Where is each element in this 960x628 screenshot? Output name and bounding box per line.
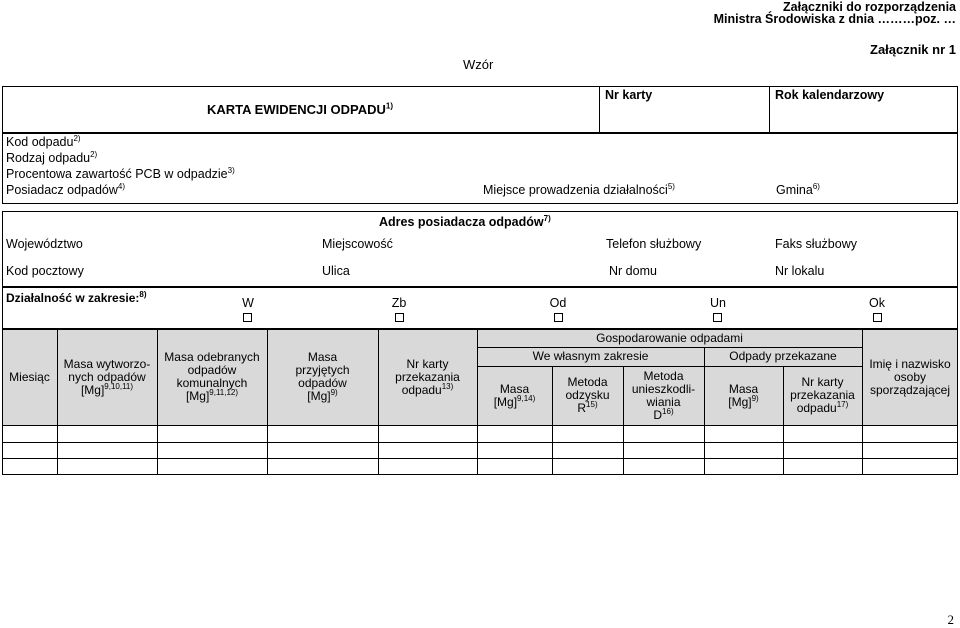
activity-un-checkbox[interactable] bbox=[713, 313, 722, 322]
house-number-label: Nr domu bbox=[609, 264, 657, 278]
activity-option-zb-label: Zb bbox=[391, 296, 407, 310]
attachment-note-line1: Załączniki do rozporządzenia bbox=[783, 0, 956, 14]
municipality-label: Gmina$^{6)}$ bbox=[776, 181, 820, 197]
col-transfer-card-number: Nr karty przekazania odpadu$^{13)}$ bbox=[395, 356, 460, 397]
voivodeship-label: Województwo bbox=[6, 237, 83, 251]
activity-ok-checkbox[interactable] bbox=[873, 313, 882, 322]
template-label: Wzór bbox=[463, 57, 494, 72]
waste-holder-label: Posiadacz odpadów$^{4)}$ bbox=[6, 181, 126, 197]
col-own-mass: Masa $[Mg]^{9,14)}$ bbox=[493, 381, 536, 409]
table-row[interactable] bbox=[3, 426, 957, 441]
activity-od-checkbox[interactable] bbox=[554, 313, 563, 322]
col-mass-received: Masa przyjętych odpadów $[Mg]^{9)}$ bbox=[295, 350, 350, 403]
col-transferred-mass: Masa $[Mg]^{9)}$ bbox=[728, 381, 759, 409]
page-number: 2 bbox=[947, 612, 954, 627]
table-row[interactable] bbox=[3, 459, 957, 474]
card-number-label: Nr karty bbox=[605, 88, 653, 102]
activity-option-od-label: Od bbox=[549, 296, 567, 310]
col-month: Miesiąc bbox=[9, 369, 50, 384]
attachment-note-line2: Ministra Środowiska z dnia ………poz. … bbox=[713, 12, 956, 26]
activity-option-ok-label: Ok bbox=[869, 296, 885, 310]
table-row[interactable] bbox=[3, 443, 957, 457]
activity-w-checkbox[interactable] bbox=[243, 313, 252, 322]
waste-type-label: Rodzaj odpadu$^{2)}$ bbox=[6, 149, 98, 165]
street-label: Ulica bbox=[322, 264, 350, 278]
activity-option-w-label: W bbox=[242, 296, 254, 310]
fax-label: Faks służbowy bbox=[775, 237, 857, 251]
postal-code-label: Kod pocztowy bbox=[6, 264, 84, 278]
waste-code-label: Kod odpadu$^{2)}$ bbox=[6, 133, 81, 149]
col-group-own-scope: We własnym zakresie bbox=[532, 349, 649, 363]
col-group-waste-management: Gospodarowanie odpadami bbox=[596, 330, 743, 345]
locality-label: Miejscowość bbox=[322, 237, 393, 251]
apartment-number-label: Nr lokalu bbox=[775, 264, 825, 278]
holder-address-title: Adres posiadacza odpadów$^{7)}$ bbox=[379, 213, 551, 229]
activity-scope-label: Działalność w zakresie:$^{8)}$ bbox=[6, 290, 147, 305]
pcb-content-label: Procentowa zawartość PCB w odpadzie$^{3)}$ bbox=[6, 165, 235, 181]
col-mass-generated: Masa wytworzo- nych odpadów $[Mg]^{9,10,11)}$ bbox=[63, 356, 151, 397]
col-mass-collected-municipal: Masa odebranych odpadów komunalnych $[Mg]^{9,11,12)}$ bbox=[164, 350, 260, 403]
col-group-transferred: Odpady przekazane bbox=[729, 349, 837, 363]
calendar-year-label: Rok kalendarzowy bbox=[775, 88, 885, 102]
phone-label: Telefon służbowy bbox=[606, 237, 702, 251]
col-recovery-method: Metoda odzysku $R^{15)}$ bbox=[565, 375, 610, 415]
attachment-number: Załącznik nr 1 bbox=[870, 42, 956, 57]
col-disposal-method: Metoda unieszkodli- wiania $D^{16)}$ bbox=[631, 368, 696, 422]
activity-option-un-label: Un bbox=[710, 296, 726, 310]
card-title: KARTA EWIDENCJI ODPADU$^{1)}$ bbox=[207, 101, 393, 117]
col-transferred-card-number: Nr karty przekazania odpadu$^{17)}$ bbox=[790, 375, 855, 415]
business-location-label: Miejsce prowadzenia działalności$^{5)}$ bbox=[483, 181, 675, 197]
col-preparer-name: Imię i nazwisko osoby sporządzającej bbox=[869, 356, 951, 397]
activity-zb-checkbox[interactable] bbox=[395, 313, 404, 322]
